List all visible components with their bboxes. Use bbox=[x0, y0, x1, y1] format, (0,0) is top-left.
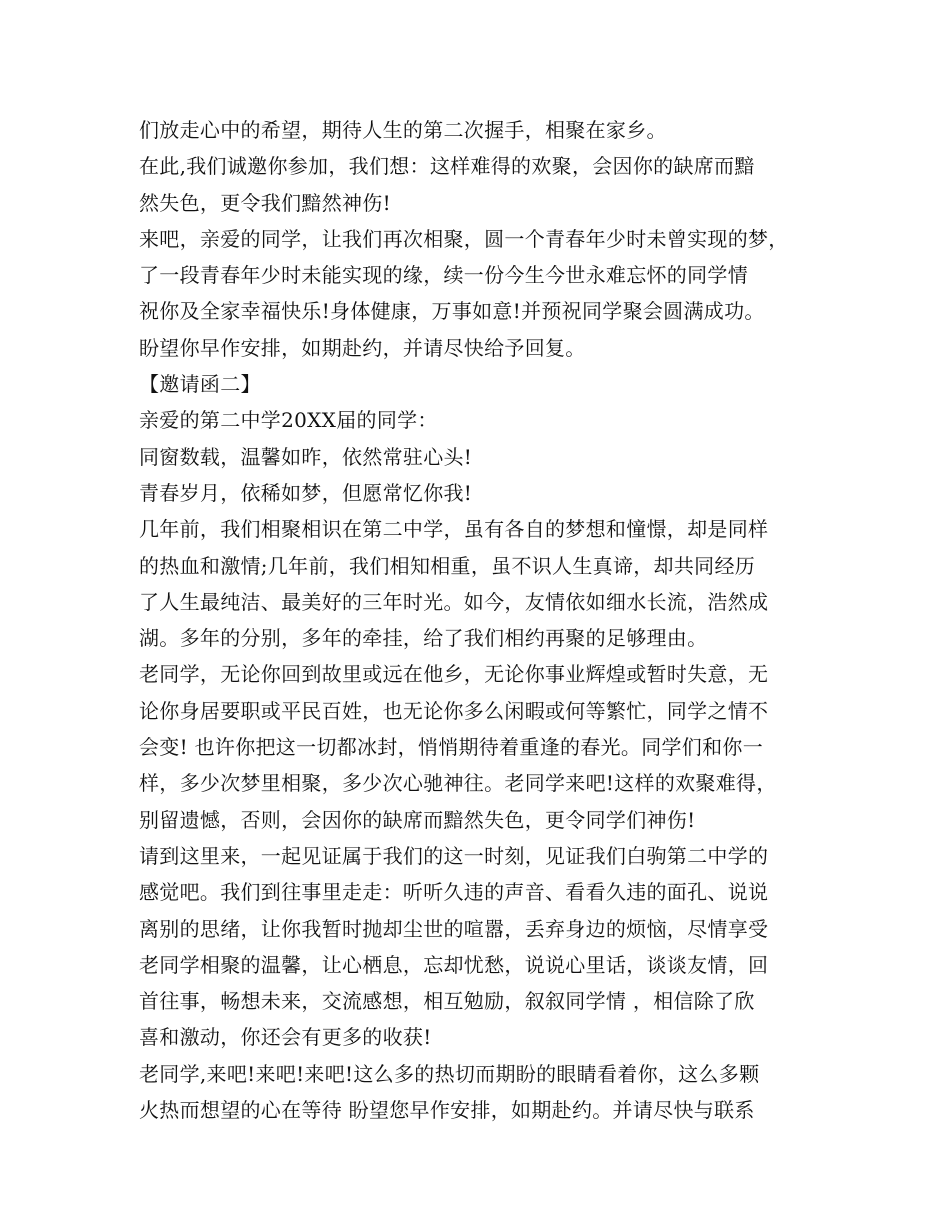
text-line: 们放走心中的希望，期待人生的第二次握手，相聚在家乡。 bbox=[139, 118, 667, 142]
text-line: 了一段青春年少时未能实现的缘，续一份今生今世永难忘怀的同学情 bbox=[139, 263, 748, 288]
text-line: 青春岁月，依稀如梦，但愿常忆你我! bbox=[139, 480, 473, 505]
text-line: 会变! 也许你把这一切都冰封，悄悄期待着重逢的春光。同学们和你一 bbox=[139, 735, 763, 760]
text-line: 几年前，我们相聚相识在第二中学，虽有各自的梦想和憧憬，却是同样 bbox=[139, 517, 769, 542]
text-line: 别留遗憾，否则，会因你的缺席而黯然失色，更令同学们神伤! bbox=[139, 807, 696, 832]
text-line: 然失色，更令我们黯然神伤! bbox=[139, 190, 391, 215]
text-line: 请到这里来，一起见证属于我们的这一时刻，见证我们白驹第二中学的 bbox=[139, 843, 769, 868]
text-line: 盼望你早作安排，如期赴约，并请尽快给予回复。 bbox=[139, 335, 586, 360]
text-line: 老同学，无论你回到故里或远在他乡，无论你事业辉煌或暂时失意，无 bbox=[139, 662, 769, 687]
text-line: 了人生最纯洁、最美好的三年时光。如今，友情依如细水长流，浩然成 bbox=[139, 589, 769, 614]
text-line: 样，多少次梦里相聚，多少次心驰神往。老同学来吧!这样的欢聚难得， bbox=[139, 771, 777, 796]
text-line: 湖。多年的分别，多年的牵挂，给了我们相约再聚的足够理由。 bbox=[139, 626, 708, 651]
salutation: 亲爱的第二中学20XX届的同学： bbox=[139, 408, 438, 433]
text-line: 首往事，畅想未来，交流感想，相互勉励，叙叙同学情 ，相信除了欣 bbox=[139, 989, 755, 1014]
section-heading: 【邀请函二】 bbox=[139, 372, 261, 397]
text-line: 喜和激动，你还会有更多的收获! bbox=[139, 1025, 432, 1050]
text-line: 祝你及全家幸福快乐!身体健康，万事如意!并预祝同学聚会圆满成功。 bbox=[139, 299, 765, 324]
text-line: 感觉吧。我们到往事里走走：听听久违的声音、看看久违的面孔、说说 bbox=[139, 880, 769, 905]
text-line: 同窗数载，温馨如昨，依然常驻心头! bbox=[139, 444, 473, 469]
text-line: 老同学,来吧!来吧!来吧!这么多的热切而期盼的眼睛看着你，这么多颗 bbox=[139, 1061, 760, 1086]
text-line: 论你身居要职或平民百姓，也无论你多么闲暇或何等繁忙，同学之情不 bbox=[139, 698, 769, 723]
text-line: 的热血和激情;几年前，我们相知相重，虽不识人生真谛，却共同经历 bbox=[139, 553, 756, 578]
text-line: 火热而想望的心在等待 盼望您早作安排，如期赴约。并请尽快与联系 bbox=[139, 1098, 755, 1123]
text-line: 来吧，亲爱的同学，让我们再次相聚，圆一个青春年少时未曾实现的梦， bbox=[139, 226, 789, 251]
text-line: 在此,我们诚邀你参加，我们想：这样难得的欢聚，会因你的缺席而黯 bbox=[139, 154, 755, 179]
text-line: 离别的思绪，让你我暂时抛却尘世的喧嚣，丢弃身边的烦恼，尽情享受 bbox=[139, 916, 769, 941]
text-line: 老同学相聚的温馨，让心栖息，忘却忧愁，说说心里话，谈谈友情，回 bbox=[139, 952, 769, 977]
document-body bbox=[139, 112, 839, 1128]
